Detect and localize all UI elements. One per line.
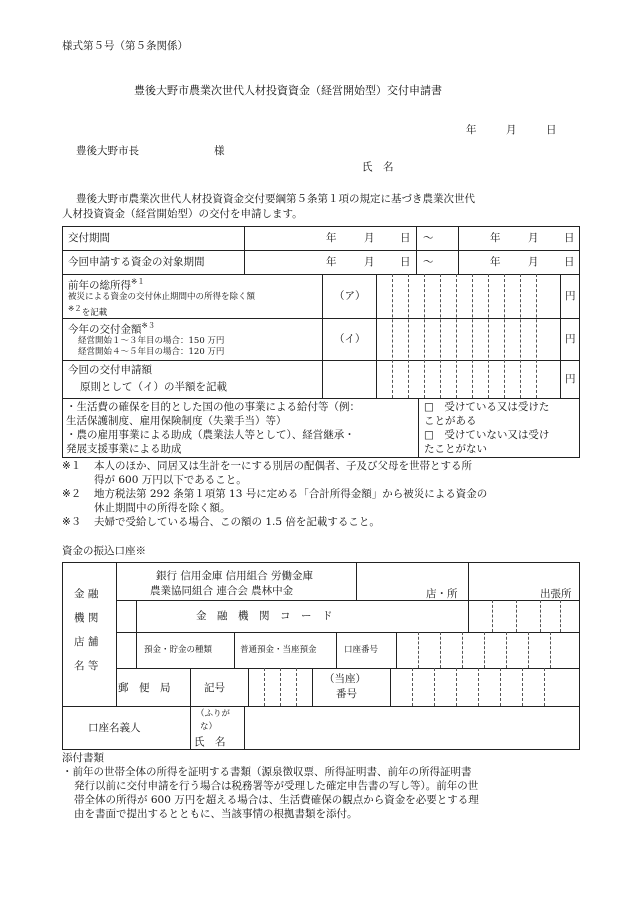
honorific: 様: [214, 145, 225, 157]
furigana-label-2: な）: [200, 722, 218, 732]
period-end-year: 年: [490, 232, 501, 244]
benefit-line-1: ・生活費の確保を目的とした国の他の事業による給付等（例：: [66, 401, 360, 413]
period-start-day: 日: [400, 232, 411, 244]
bank-types-line-2: 農業協同組合 連合会 農林中金: [150, 585, 294, 597]
amount-title: 今年の交付金額$^{※3}$: [68, 321, 156, 336]
note-2-line-1: 地方税法第 292 条第１項第 13 号に定める「合計所得金額」から被災による資金の: [94, 488, 488, 500]
note-3-mark: ※３: [62, 516, 82, 528]
date-day-label: 日: [546, 124, 557, 136]
note-mark-2: ※２: [68, 304, 82, 313]
applicant-name-label: 氏 名: [362, 161, 394, 173]
intro-line-1: 豊後大野市農業次世代人材投資資金交付要綱第５条第１項の規定に基づき農業次世代: [76, 193, 475, 205]
mark-a: （ア）: [334, 290, 366, 302]
mark-i: （イ）: [334, 333, 366, 345]
branch-label: 店・所: [426, 588, 458, 600]
request-period-label: 今回申請する資金の対象期間: [68, 256, 205, 268]
request-end-month: 月: [528, 256, 539, 268]
note-2-mark: ※２: [62, 488, 82, 500]
note-mark-3: ※３: [141, 321, 156, 330]
period-start-month: 月: [364, 232, 375, 244]
note-1-mark: ※１: [62, 460, 82, 472]
checkbox-not-received[interactable]: □ 受けていない又は受け: [424, 429, 550, 441]
period-start-year: 年: [326, 232, 337, 244]
checkbox-received[interactable]: □ 受けている又は受けた: [424, 401, 550, 413]
note-3-line-1: 夫婦で受給している場合、この額の 1.5 倍を記載すること。: [94, 516, 380, 528]
page-title: 豊後大野市農業次世代人材投資資金（経営開始型）交付申請書: [134, 84, 442, 97]
current-account-label: （当座）: [324, 673, 366, 685]
account-number-label: 口座番号: [344, 645, 379, 655]
attachments-line-2: 発行以前に交付申請を行う場合は税務署等が受理した確定申告書の写し等）。前年の世: [74, 780, 479, 792]
amount-sub-1: 経営開始１～３年目の場合：150 万円: [78, 336, 225, 346]
amount-sub-2: 経営開始４～５年目の場合：120 万円: [78, 347, 225, 357]
post-office-label: 郵 便 局: [118, 682, 171, 694]
bank-side-label-4: 名 等: [74, 660, 99, 672]
request-start-day: 日: [400, 256, 411, 268]
note-1-line-1: 本人のほか、同居又は生計を一にする別居の配偶者、子及び父母を世帯とする所: [94, 460, 472, 472]
intro-line-2: 人材投資資金（経営開始型）の交付を申請します。: [62, 208, 303, 220]
number-label: 番号: [336, 688, 357, 700]
bank-side-label-2: 機 関: [74, 612, 99, 624]
attachments-title: 添付書類: [62, 752, 104, 764]
request-amount-title: 今回の交付申請額: [68, 364, 152, 376]
period-end-month: 月: [528, 232, 539, 244]
yen-request: 円: [565, 373, 576, 385]
attachments-line-3: 帯全体の所得が 600 万円を超える場合は、生活費確保の観点から資金を必要とする理: [74, 794, 479, 806]
note-1-line-2: 得が 600 万円以下であること。: [94, 474, 247, 486]
bank-side-label-3: 店 舗: [74, 636, 99, 648]
sub-office-label: 出張所: [540, 588, 572, 600]
request-end-day: 日: [564, 256, 575, 268]
holder-name-label: 氏 名: [194, 736, 226, 748]
deposit-type-label: 預金・貯金の種類: [144, 645, 213, 655]
bank-side-label-1: 金 融: [74, 588, 99, 600]
period-tilde: ～: [423, 232, 434, 244]
note-2-line-2: 休止期間中の所得を除く額。: [94, 502, 231, 514]
bank-section-title: 資金の振込口座※: [62, 545, 146, 557]
note-mark-1: ※１: [131, 277, 145, 286]
benefit-line-4: 発展支援事業による助成: [66, 443, 182, 455]
request-end-year: 年: [490, 256, 501, 268]
date-month-label: 月: [506, 124, 517, 136]
symbol-label: 記号: [204, 682, 225, 694]
benefit-line-3: ・農の雇用事業による助成（農業法人等として）、経営継承・: [66, 429, 355, 441]
period-end-day: 日: [564, 232, 575, 244]
yen-i: 円: [565, 333, 576, 345]
checkbox-received-cont: ことがある: [424, 415, 477, 427]
benefit-line-2: 生活保護制度、雇用保険制度（失業手当）等）: [66, 415, 287, 427]
attachments-line-1: ・前年の世帯全体の所得を証明する書類（源泉徴収票、所得証明書、前年の所得証明書: [62, 766, 472, 778]
request-tilde: ～: [423, 256, 434, 268]
bank-types-line-1: 銀行 信用金庫 信用組合 労働金庫: [156, 570, 314, 582]
account-holder-label: 口座名義人: [88, 722, 141, 734]
grant-period-label: 交付期間: [68, 232, 110, 244]
form-number: 様式第５号（第５条関係）: [62, 40, 188, 52]
yen-a: 円: [565, 290, 576, 302]
prev-income-sub-2: $^{※2}$を記載: [68, 304, 108, 318]
request-start-year: 年: [326, 256, 337, 268]
deposit-type-value[interactable]: 普通預金・当座預金: [240, 645, 317, 655]
prev-income-sub-1: 被災による資金の交付休止期間中の所得を除く額: [68, 292, 256, 302]
addressee: 豊後大野市長: [76, 145, 139, 157]
bank-code-label: 金 融 機 関 コ ー ド: [196, 610, 333, 622]
prev-income-title: 前年の総所得$^{※1}$: [68, 277, 145, 292]
checkbox-not-received-cont: たことがない: [424, 443, 487, 455]
furigana-label-1: （ふりが: [196, 709, 231, 719]
date-year-label: 年: [466, 124, 477, 136]
attachments-line-4: 由を書面で提出するとともに、当該事情の根拠書類を添付。: [74, 808, 358, 820]
request-amount-sub: 原則として（イ）の半額を記載: [80, 381, 227, 393]
request-start-month: 月: [364, 256, 375, 268]
